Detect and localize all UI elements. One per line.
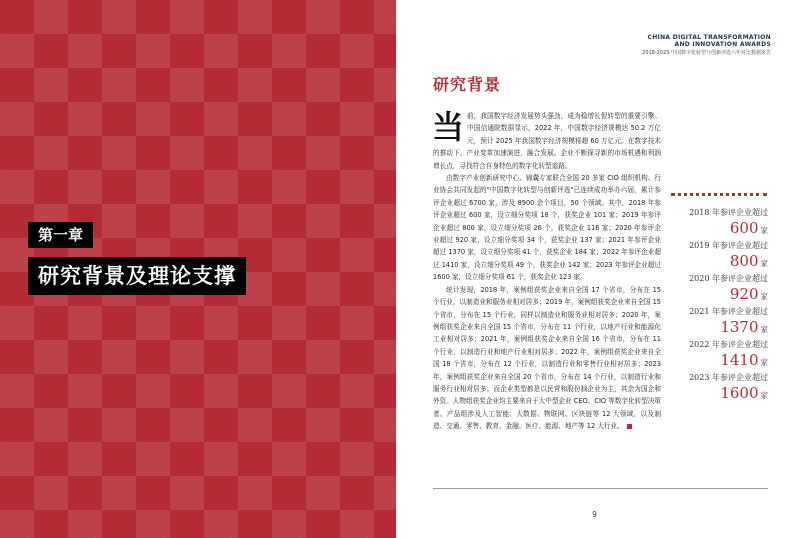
stat-value: 1410: [720, 351, 759, 369]
paragraph-intro: [433, 110, 661, 172]
body-text: [433, 110, 661, 433]
stat-unit: 家: [760, 292, 768, 301]
stat-label: 2023 年参评企业超过: [689, 373, 768, 382]
stat-unit: 家: [760, 325, 768, 334]
paragraph-statistics: [433, 284, 661, 433]
stats-sidebar: [660, 208, 768, 406]
paragraph-text: 由数字产业创新研究中心、锦囊专家联合全国 20 多家 CIO 组织机构、行业协会共同发起的"中国数字化转型与创新评选"已连续成功举办六届，累计参评企业超过 6700 家，涉及 8900 余个项目，50 个领域。其中，2018 年参评企业超过 600 家，设立细分奖项 18 个，获奖企业 101 家；2019 年参评企业超过 800 家，设立细分奖项 26 个，获奖企业 116 家；2020 年参评企业超过 920 家，设立细分奖项 34 个，获奖企业 137 家；2021 年参评企业超过 1370 家，设立细分奖项 41 个，获奖企业 184 家；2022 年参评企业超过 1410 家，设立细分奖项 49 个，获奖企业 142 家；2023 年参评企业超过 1600 家，设立细分奖项 61 个，获奖企业 123 家。: [433, 174, 661, 282]
stat-item: [660, 274, 768, 307]
stat-unit: 家: [760, 391, 768, 400]
stat-label: 2022 年参评企业超过: [689, 340, 768, 349]
stat-unit: 家: [760, 226, 768, 235]
paragraph-text: 前，我国数字经济发展势头强劲，成为稳增长促转型的重要引擎。中国信通院数据显示，2022 年，中国数字经济规模达 50.2 万亿元，预计 2025 年我国数字经济规模将超 60 万亿元。在数字技术的推动下，产业变革加速演进，融合发展。企业不断探寻新的市场机遇和利润增长点，寻找符合自身特色的数字化转型道路。: [433, 112, 661, 170]
chapter-title: 研究背景及理论支撑: [28, 257, 246, 295]
footer-divider: [433, 488, 768, 489]
paragraph-text: 统计发现，2018 年，案例组获奖企业来自全国 17 个省市，分布在 15 个行业，以制造业和服务业相对居多；2019 年，案例组获奖企业来自全国 15 个省市，分布在 15 个行业，同样以制造业和服务业相对居多；2020 年，案例组获奖企业来自全国 15 个省市，分布在 11 个行业，以地产行业和能源化工业相对居多；2021 年，案例组获奖企业来自全国 16 个省市，分布在 11 个行业，以制造行业和地产行业相对居多；2022 年，案例组获奖企业来自全国 18 个省市，分布在 12 个行业，以制造行业和零售行业相对居多；2023 年，案例组获奖企业来自全国 20 个省市，分布在 14 个行业，以制造行业和服务行业相对居多。而企业类型都是以民营和股份制企业为主，其余为国企和外资。人物组获奖企业均主要来自于大中型企业 CEO、CIO 等数字化转型决策者。产品组涉及人工智能、大数据、物联网、区块链等 12 大领域，以及制造、交通、零售、教育、金融、医疗、能源、地产等 12 大行业。: [433, 285, 661, 431]
stat-value: 1370: [720, 318, 759, 336]
chapter-label: 第一章: [28, 222, 93, 248]
stat-label: 2020 年参评企业超过: [689, 274, 768, 283]
header-title-line1: CHINA DIGITAL TRANSFORMATION: [647, 34, 771, 41]
stat-unit: 家: [760, 259, 768, 268]
dropcap: 当: [432, 108, 465, 146]
header-subtitle: 2018-2023 中国数字化转型与创新评选六年对比数据报告: [642, 50, 771, 56]
stat-label: 2021 年参评企业超过: [689, 307, 768, 316]
paragraph-awards: [433, 172, 661, 284]
section-title: 研究背景: [433, 75, 502, 94]
stat-item: [660, 241, 768, 274]
stat-label: 2018 年参评企业超过: [689, 208, 768, 217]
stat-value: 800: [729, 252, 759, 270]
page-number: 9: [592, 510, 597, 519]
stats-divider: [671, 193, 767, 196]
stat-value: 600: [729, 219, 759, 237]
stat-value: 1600: [720, 384, 759, 402]
chapter-cover-page: [0, 0, 396, 538]
end-mark: [627, 424, 632, 429]
stat-unit: 家: [760, 358, 768, 367]
header-title-line2: AND INNOVATION AWARDS: [674, 41, 771, 48]
stat-item: [660, 340, 768, 373]
stat-value: 920: [729, 285, 759, 303]
stat-item: [660, 307, 768, 340]
content-page: [396, 0, 793, 538]
stat-item: [660, 208, 768, 241]
stat-label: 2019 年参评企业超过: [689, 241, 768, 250]
stat-item: [660, 373, 768, 406]
